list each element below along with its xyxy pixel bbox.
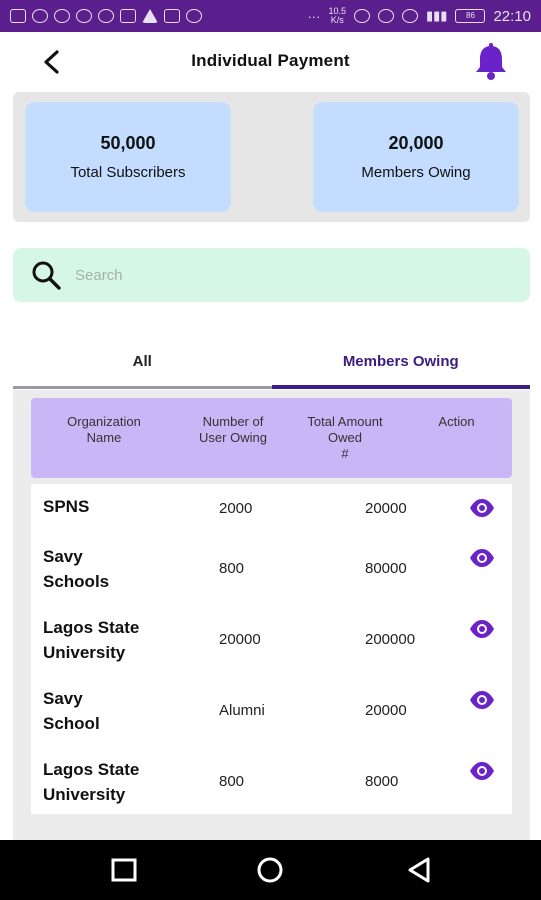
network-speed: 10.5 K/s [328, 6, 346, 25]
view-eye-icon[interactable] [469, 619, 495, 639]
table-body [31, 484, 512, 814]
paypal-icon-2 [186, 9, 202, 23]
users-owing-count: Alumni [219, 702, 265, 719]
organization-name: SPNS [43, 497, 90, 516]
members-owing-label: Members Owing [361, 164, 471, 181]
table-row [31, 605, 512, 675]
notification-icons [10, 9, 202, 23]
amount-owed: 200000 [365, 631, 416, 648]
owing-table [13, 390, 530, 840]
clock: 22:10 [493, 7, 531, 25]
users-owing-count: 800 [219, 773, 245, 790]
system-nav-bar [0, 840, 541, 900]
table-header [31, 398, 512, 478]
twitter-icon [54, 9, 70, 23]
table-row [31, 747, 512, 817]
view-eye-icon[interactable] [469, 690, 495, 710]
organization-name: Savy School [43, 689, 100, 733]
bell-icon [473, 43, 509, 81]
total-subscribers-label: Total Subscribers [70, 164, 186, 181]
users-owing-count: 20000 [219, 631, 261, 648]
tab-bar [13, 345, 530, 389]
view-eye-icon[interactable] [469, 548, 495, 568]
status-bar [0, 0, 541, 32]
dnd-icon [378, 9, 394, 23]
stats-panel [13, 92, 530, 222]
search-input[interactable] [75, 267, 475, 284]
warning-icon [142, 9, 158, 23]
signal-icon: ▮▮▮ [425, 8, 448, 23]
more-notifications-icon: ··· [307, 8, 321, 24]
page-title: Individual Payment [191, 51, 350, 70]
back-button[interactable] [36, 46, 68, 78]
system-status [307, 7, 531, 25]
app-icon [76, 9, 92, 23]
total-subscribers-card [25, 102, 231, 212]
image-icon [164, 9, 180, 23]
app-header [0, 32, 541, 90]
organization-name: Lagos State University [43, 760, 140, 804]
view-eye-icon[interactable] [469, 761, 495, 781]
view-eye-icon[interactable] [469, 498, 495, 518]
home-circle-icon[interactable] [256, 856, 284, 884]
tab-all[interactable]: All [13, 345, 272, 389]
search-bar [13, 248, 530, 302]
header-number-of-user-owing: Number of User Owing [199, 414, 267, 445]
search-icon [29, 258, 63, 292]
amount-owed: 80000 [365, 560, 407, 577]
header-total-amount-owed: Total Amount Owed # [307, 414, 383, 461]
members-owing-value: 20,000 [388, 133, 444, 153]
amount-owed: 8000 [365, 773, 399, 790]
amount-owed: 20000 [365, 702, 407, 719]
hand-icon [120, 9, 136, 23]
message-icon [10, 9, 26, 23]
recents-square-icon[interactable] [110, 856, 138, 884]
paypal-icon [32, 9, 48, 23]
settings-icon [98, 9, 114, 23]
notifications-button[interactable] [471, 42, 511, 82]
battery-indicator: 86 [455, 9, 485, 23]
header-action: Action [438, 414, 475, 429]
organization-name: Savy Schools [43, 547, 110, 591]
amount-owed: 20000 [365, 500, 407, 517]
users-owing-count: 800 [219, 560, 245, 577]
users-owing-count: 2000 [219, 500, 253, 517]
tab-members-owing[interactable]: Members Owing [272, 345, 531, 389]
members-owing-card [313, 102, 519, 212]
organization-name: Lagos State University [43, 618, 140, 662]
alarm-icon [402, 9, 418, 23]
header-organization-name: Organization Name [67, 414, 141, 445]
table-row [31, 676, 512, 746]
table-row [31, 534, 512, 604]
hotspot-icon [354, 9, 370, 23]
back-arrow-icon [41, 50, 63, 74]
total-subscribers-value: 50,000 [100, 133, 156, 153]
back-triangle-icon[interactable] [406, 856, 434, 884]
